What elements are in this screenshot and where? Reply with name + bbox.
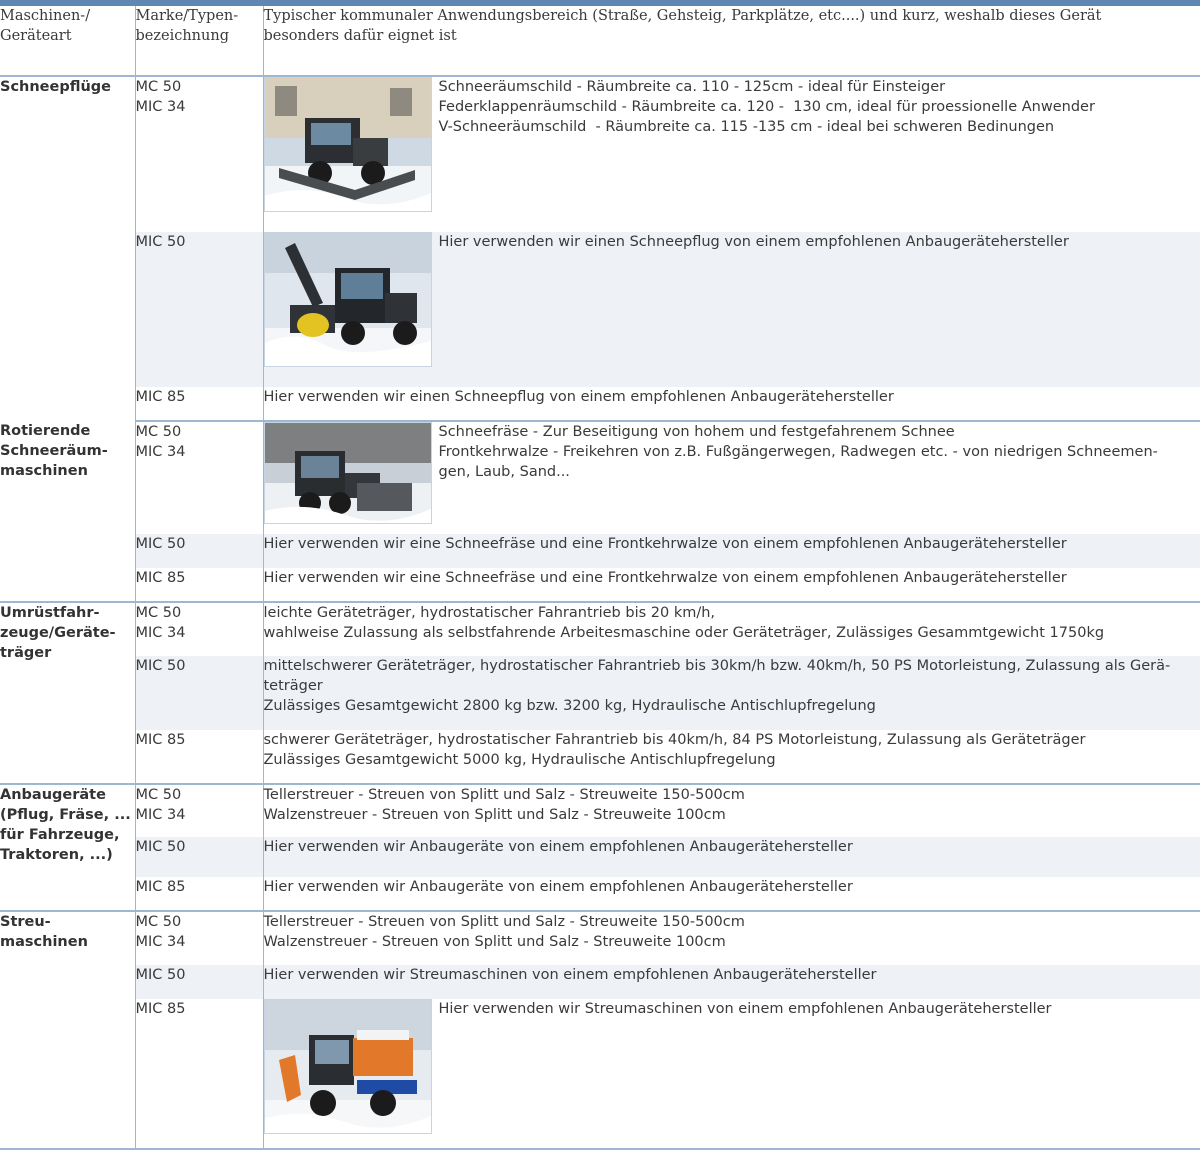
- category-label: Anbaugeräte: [0, 787, 106, 803]
- description-text: Hier verwenden wir einen Schneepflug von einem empfohlenen Anbaugerätehersteller: [263, 389, 894, 405]
- table-row: [0, 911, 1200, 965]
- model-cell: [135, 387, 263, 421]
- table-row: [0, 568, 1200, 602]
- table-row: [0, 965, 1200, 999]
- model-label: MC 50: [135, 605, 182, 621]
- model-label: MIC 50: [135, 234, 186, 250]
- description-text: Hier verwenden wir Anbaugeräte von einem empfohlenen Anbaugerätehersteller: [263, 839, 853, 855]
- model-label: MIC 50: [135, 967, 186, 983]
- model-label: MC 50: [135, 914, 182, 930]
- category-cell: [0, 911, 135, 1149]
- description-text: Hier verwenden wir eine Schneefräse und eine Frontkehrwalze von einem empfohlenen Anbaugerätehersteller: [263, 536, 1067, 552]
- header-text: Maschinen-/: [0, 8, 91, 24]
- model-cell: [135, 602, 263, 656]
- category-label: Traktoren, ...): [0, 847, 113, 863]
- category-cell: [0, 76, 135, 421]
- header-application: [263, 6, 1200, 76]
- model-label: MC 50: [135, 424, 182, 440]
- table-row: [0, 837, 1200, 877]
- model-label: MC 50: [135, 79, 182, 95]
- description-text: Hier verwenden wir Anbaugeräte von einem empfohlenen Anbaugerätehersteller: [263, 879, 853, 895]
- description-text: Hier verwenden wir einen Schneepflug von einem empfohlenen Anbaugerätehersteller: [438, 234, 1069, 250]
- model-label: MIC 50: [135, 536, 186, 552]
- model-label: MIC 85: [135, 732, 186, 748]
- header-text: besonders dafür eignet ist: [263, 28, 457, 44]
- description-text: leichte Geräteträger, hydrostatischer Fahrantrieb bis 20 km/h,: [263, 605, 716, 621]
- description-text: mittelschwerer Geräteträger, hydrostatischer Fahrantrieb bis 30km/h bzw. 40km/h, 50 PS Motorleistung, Zulassung als Gerä-: [263, 658, 1171, 674]
- model-cell: [135, 911, 263, 965]
- category-label: für Fahrzeuge,: [0, 827, 120, 843]
- table-row: [0, 656, 1200, 730]
- description-cell: [263, 730, 1200, 784]
- model-label: MIC 34: [135, 444, 186, 460]
- category-cell: [0, 602, 135, 784]
- category-label: maschinen: [0, 463, 88, 479]
- description-text: Hier verwenden wir Streumaschinen von einem empfohlenen Anbaugerätehersteller: [438, 1001, 1052, 1017]
- model-cell: [135, 656, 263, 730]
- model-label: MIC 34: [135, 807, 186, 823]
- description-cell: [263, 965, 1200, 999]
- category-cell: [0, 421, 135, 602]
- model-label: MIC 85: [135, 1001, 186, 1017]
- model-cell: [135, 534, 263, 568]
- snowmill-photo: [264, 422, 432, 524]
- description-cell: [263, 534, 1200, 568]
- description-cell: [263, 837, 1200, 877]
- model-label: MIC 34: [135, 934, 186, 950]
- model-cell: [135, 999, 263, 1149]
- description-cell: [263, 877, 1200, 911]
- table-row: [0, 602, 1200, 656]
- equipment-table: [0, 6, 1200, 1150]
- description-cell: [263, 784, 1200, 837]
- table-row: [0, 730, 1200, 784]
- category-label: Streu-: [0, 914, 51, 930]
- category-label: träger: [0, 645, 52, 661]
- category-label: Umrüstfahr-: [0, 605, 100, 621]
- description-text: gen, Laub, Sand...: [438, 464, 570, 480]
- description-cell: [263, 656, 1200, 730]
- model-label: MIC 50: [135, 658, 186, 674]
- header-text: Marke/Typen-: [135, 8, 239, 24]
- category-label: Rotierende: [0, 423, 91, 439]
- description-cell: [263, 602, 1200, 656]
- model-cell: [135, 568, 263, 602]
- category-label: Schneeräum-: [0, 443, 108, 459]
- description-text: Zulässiges Gesamtgewicht 2800 kg bzw. 3200 kg, Hydraulische Antischlupfregelung: [263, 698, 876, 714]
- description-text: Federklappenräumschild - Räumbreite ca. 120 - 130 cm, ideal für proessionelle Anwender: [438, 99, 1095, 115]
- model-cell: [135, 730, 263, 784]
- model-cell: [135, 784, 263, 837]
- model-cell: [135, 965, 263, 999]
- description-text: V-Schneeräumschild - Räumbreite ca. 115 -135 cm - ideal bei schweren Bedinungen: [438, 119, 1055, 135]
- model-label: MC 50: [135, 787, 182, 803]
- description-text: Schneefräse - Zur Beseitigung von hohem und festgefahrenem Schnee: [438, 424, 955, 440]
- description-text: Tellerstreuer - Streuen von Splitt und Salz - Streuweite 150-500cm: [263, 914, 745, 930]
- header-machine-type: [0, 6, 135, 76]
- model-cell: [135, 877, 263, 911]
- spreader-photo: [264, 999, 432, 1134]
- category-label: (Pflug, Fräse, ...: [0, 807, 131, 823]
- table-row: [0, 232, 1200, 387]
- table-row: [0, 421, 1200, 534]
- description-text: teträger: [263, 678, 323, 694]
- table-row: [0, 999, 1200, 1149]
- category-label: zeuge/Geräte-: [0, 625, 116, 641]
- model-label: MIC 85: [135, 389, 186, 405]
- model-label: MIC 34: [135, 625, 186, 641]
- description-text: Walzenstreuer - Streuen von Splitt und Salz - Streuweite 100cm: [263, 934, 726, 950]
- model-label: MIC 50: [135, 839, 186, 855]
- model-label: MIC 85: [135, 879, 186, 895]
- description-cell: [263, 232, 1200, 387]
- description-text: Schneeräumschild - Räumbreite ca. 110 - 125cm - ideal für Einsteiger: [438, 79, 946, 95]
- description-text: Zulässiges Gesamtgewicht 5000 kg, Hydraulische Antischlupfregelung: [263, 752, 776, 768]
- model-cell: [135, 837, 263, 877]
- description-cell: [263, 568, 1200, 602]
- table-header-row: [0, 6, 1200, 76]
- description-text: wahlweise Zulassung als selbstfahrende Arbeitesmaschine oder Geräteträger, Zulässiges Gesammtgewicht 1750kg: [263, 625, 1105, 641]
- header-text: Geräteart: [0, 28, 72, 44]
- header-text: Typischer kommunaler Anwendungsbereich (Straße, Gehsteig, Parkplätze, etc....) und kurz, weshalb dieses Gerät: [263, 8, 1102, 24]
- model-label: MIC 34: [135, 99, 186, 115]
- header-text: bezeichnung: [135, 28, 229, 44]
- description-cell: [263, 387, 1200, 421]
- table-row: [0, 784, 1200, 837]
- snowplow-photo: [264, 77, 432, 212]
- description-text: Walzenstreuer - Streuen von Splitt und Salz - Streuweite 100cm: [263, 807, 726, 823]
- category-cell: [0, 784, 135, 911]
- description-cell: [263, 421, 1200, 534]
- description-text: schwerer Geräteträger, hydrostatischer Fahrantrieb bis 40km/h, 84 PS Motorleistung, Zulassung als Geräteträger: [263, 732, 1086, 748]
- description-cell: [263, 999, 1200, 1149]
- header-brand: [135, 6, 263, 76]
- description-cell: [263, 76, 1200, 232]
- snowblower-photo: [264, 232, 432, 367]
- model-cell: [135, 76, 263, 232]
- description-text: Hier verwenden wir eine Schneefräse und eine Frontkehrwalze von einem empfohlenen Anbaugerätehersteller: [263, 570, 1067, 586]
- table-row: [0, 534, 1200, 568]
- description-text: Hier verwenden wir Streumaschinen von einem empfohlenen Anbaugerätehersteller: [263, 967, 877, 983]
- category-label: maschinen: [0, 934, 88, 950]
- model-cell: [135, 232, 263, 387]
- description-text: Tellerstreuer - Streuen von Splitt und Salz - Streuweite 150-500cm: [263, 787, 745, 803]
- table-row: [0, 76, 1200, 232]
- description-text: Frontkehrwalze - Freikehren von z.B. Fußgängerwegen, Radwegen etc. - von niedrigen Schneemen-: [438, 444, 1158, 460]
- description-cell: [263, 911, 1200, 965]
- category-label: Schneepflüge: [0, 79, 112, 95]
- table-row: [0, 877, 1200, 911]
- table-row: [0, 387, 1200, 421]
- model-label: MIC 85: [135, 570, 186, 586]
- model-cell: [135, 421, 263, 534]
